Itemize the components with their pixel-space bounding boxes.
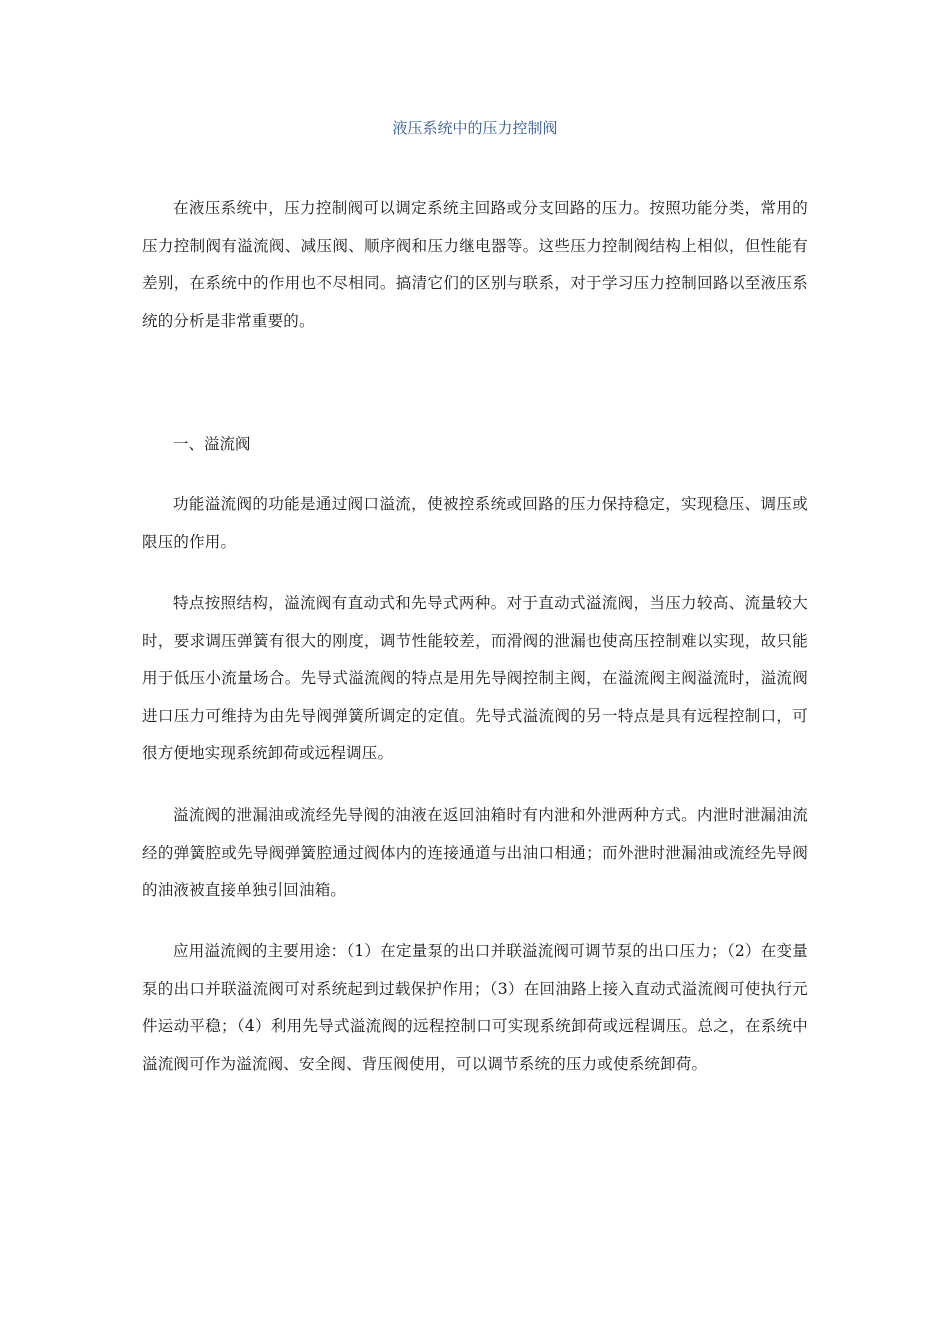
intro-paragraph: 在液压系统中，压力控制阀可以调定系统主回路或分支回路的压力。按照功能分类，常用的压力控制阀有溢流阀、减压阀、顺序阀和压力继电器等。这些压力控制阀结构上相似，但性能有差别，在系统中的作用也不尽相同。搞清它们的区别与联系，对于学习压力控制回路以至液压系统的分析是非常重要的。	[142, 199, 808, 330]
leakage-paragraph: 溢流阀的泄漏油或流经先导阀的油液在返回油箱时有内泄和外泄两种方式。内泄时泄漏油流经的弹簧腔或先导阀弹簧腔通过阀体内的连接通道与出油口相通；而外泄时泄漏油或流经先导阀的油液被直接单独引回油箱。	[142, 806, 808, 899]
application-paragraph: 应用溢流阀的主要用途：（1）在定量泵的出口并联溢流阀可调节泵的出口压力；（2）在变量泵的出口并联溢流阀可对系统起到过载保护作用；（3）在回油路上接入直动式溢流阀可使执行元件运动平稳；（4）利用先导式溢流阀的远程控制口可实现系统卸荷或远程调压。总之，在系统中溢流阀可作为溢流阀、安全阀、背压阀使用，可以调节系统的压力或使系统卸荷。	[142, 942, 808, 1073]
section-heading-relief-valve: 一、溢流阀	[173, 435, 251, 453]
features-paragraph: 特点按照结构，溢流阀有直动式和先导式两种。对于直动式溢流阀，当压力较高、流量较大时，要求调压弹簧有很大的刚度，调节性能较差，而滑阀的泄漏也使高压控制难以实现，故只能用于低压小流量场合。先导式溢流阀的特点是用先导阀控制主阀，在溢流阀主阀溢流时，溢流阀进口压力可维持为由先导阀弹簧所调定的定值。先导式溢流阀的另一特点是具有远程控制口，可很方便地实现系统卸荷或远程调压。	[142, 594, 808, 762]
document-title: 液压系统中的压力控制阀	[392, 119, 558, 137]
function-paragraph: 功能溢流阀的功能是通过阀口溢流，使被控系统或回路的压力保持稳定，实现稳压、调压或限压的作用。	[142, 495, 808, 551]
